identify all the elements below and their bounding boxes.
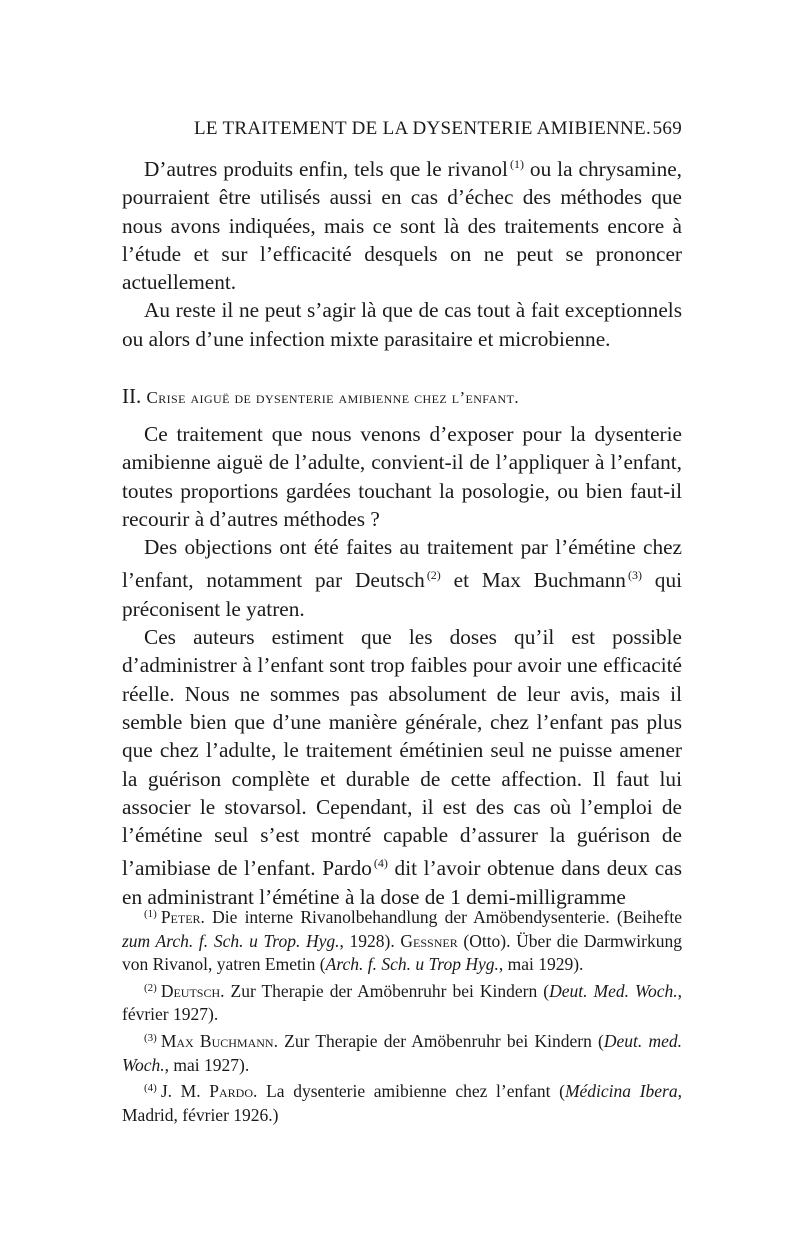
text-run: , mai 1927).	[164, 1054, 250, 1075]
text-run: Des objections ont été faites au traitement par l’émétine chez l’enfant, notamment par Deutsch	[122, 535, 682, 593]
text-run: dit l’avoir obtenue dans deux cas en administrant l’émétine à la dose de 1 demi-milligramme	[122, 856, 682, 909]
text-run: , février 1927).	[122, 980, 682, 1025]
journal-title: Arch. f. Sch. u Trop Hyg.	[325, 954, 499, 975]
section-1-text	[122, 150, 682, 353]
journal-title: Deut. Med. Woch.	[549, 980, 678, 1001]
journal-title: Deut. med. Woch.	[122, 1030, 682, 1075]
text-run: D’autres produits enfin, tels que le rivanol	[144, 157, 508, 181]
text-run: Die interne Rivanolbehandlung der Amöbendysenterie. (Beihefte	[204, 907, 682, 927]
running-title: LE TRAITEMENT DE LA DYSENTERIE AMIBIENNE.	[194, 118, 651, 139]
footnote-mark: (1)	[144, 908, 157, 920]
author-name: Max Buchmann.	[160, 1030, 278, 1051]
footnote-3	[122, 1027, 682, 1077]
text-run: La dysenterie amibienne chez l’enfant (	[257, 1081, 565, 1102]
paragraph: Au reste il ne peut s’agir là que de cas tout à fait exceptionnels ou alors d’une infection mixte parasitaire et microbienne.	[122, 298, 682, 351]
text-run: , mai 1929).	[498, 954, 584, 975]
text-run: (Otto). Über die Darmwirkung von Rivanol, yatren Emetin (	[122, 930, 683, 975]
journal-title: zum Arch. f. Sch. u Trop. Hyg.	[122, 930, 340, 951]
section-heading	[122, 384, 682, 409]
section-2-text	[122, 420, 682, 911]
footnote-ref-4[interactable]: (4)	[373, 856, 388, 871]
paragraph: Ce traitement que nous venons d’exposer pour la dysenterie amibienne aiguë de l’adulte, convient-il de l’appliquer à l’enfant, toutes proportions gardées touchant la posologie, ou bien faut-il recourir à d’autres méthodes ?	[122, 422, 682, 531]
section-numeral: II.	[122, 384, 142, 408]
text-run: ou la chrysamine, pourraient être utilisés aussi en cas d’échec des méthodes que nous avons indiquées, mais ce sont là des traitements encore à l’étude et sur l’efficacité desquels on ne peut se prononcer actuellement.	[122, 157, 682, 295]
footnote-ref-3[interactable]: (3)	[627, 568, 642, 583]
author-name: Deutsch.	[160, 980, 225, 1001]
footnote-ref-1[interactable]: (1)	[509, 157, 524, 171]
author-name: Gessner	[400, 930, 458, 951]
footnote-mark: (4)	[144, 1082, 157, 1095]
footnote-ref-2[interactable]: (2)	[426, 568, 441, 583]
text-run: Ces auteurs estiment que les doses qu’il est possible d’administrer à l’enfant sont trop faibles pour avoir une efficacité réelle. Nous ne sommes pas absolument de leur avis, mais il semble bien que d’une manière générale, chez l’enfant pas plus que chez l’adulte, le traitement émétinien seul ne puisse amener la guérison complète et durable de cette affection. Il faut lui associer le stovarsol. Cependant, il est des cas où l’emploi de l’émétine seul s’est montré capable d’assurer la guérison de l’amibiase de l’enfant. Pardo	[122, 625, 682, 881]
text-run: , 1928).	[339, 930, 401, 951]
footnotes	[122, 903, 682, 1127]
text-run: et Max Buchmann	[440, 568, 626, 593]
footnote-2	[122, 977, 682, 1027]
text-run: Zur Therapie der Amöbenruhr bei Kindern (	[277, 1030, 604, 1051]
footnote-mark: (3)	[144, 1031, 157, 1044]
paragraph	[122, 533, 682, 623]
section-title: Crise aiguë de dysenterie amibienne chez l’enfant.	[146, 388, 519, 407]
footnote-4	[122, 1077, 682, 1127]
footnote-mark: (2)	[144, 981, 157, 994]
author-name: Peter.	[160, 907, 205, 927]
footnote-1	[122, 903, 682, 977]
page-number: 569	[652, 118, 682, 139]
text-run: qui préconisent le yatren.	[122, 568, 683, 621]
paragraph	[122, 623, 682, 911]
text-run: , Madrid, février 1926.)	[122, 1081, 682, 1125]
paragraph	[122, 150, 682, 296]
text-run: Zur Therapie der Amöbenruhr bei Kindern (	[224, 980, 550, 1001]
text-run: J. M.	[160, 1081, 210, 1102]
author-name: Pardo.	[209, 1081, 258, 1102]
journal-title: Médicina Ibera	[564, 1081, 678, 1102]
